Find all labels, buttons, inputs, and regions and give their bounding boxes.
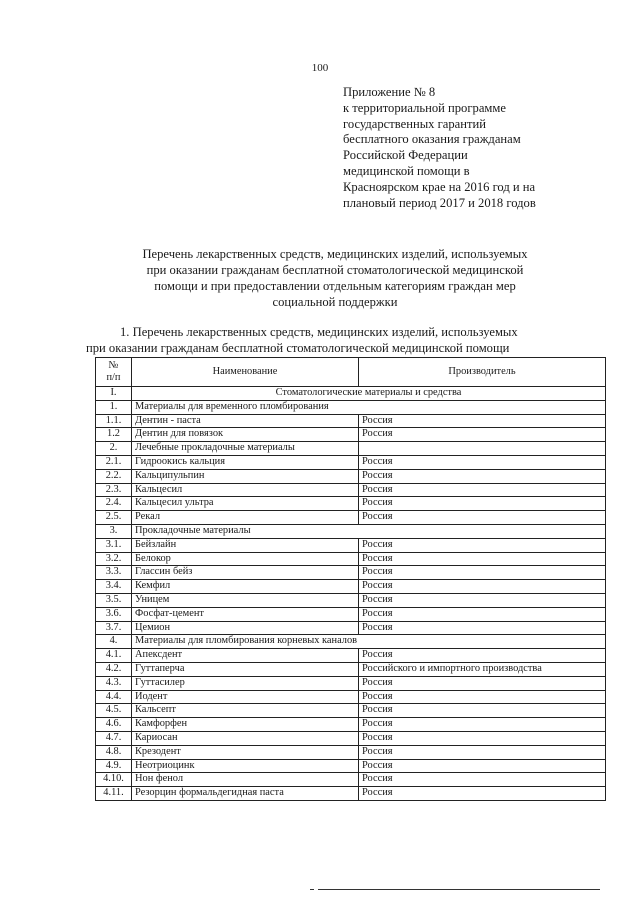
- table-row: [96, 538, 606, 552]
- row-number: 3.1.: [96, 538, 132, 552]
- material-producer: Россия: [359, 538, 606, 552]
- material-producer: Россия: [359, 593, 606, 607]
- header-name: Наименование: [132, 358, 359, 387]
- row-number: 3.: [96, 524, 132, 538]
- material-producer: Россия: [359, 607, 606, 621]
- material-producer: Россия: [359, 552, 606, 566]
- section-row-title: Материалы для пломбирования корневых каналов: [132, 635, 606, 649]
- material-name: Дентин - паста: [132, 414, 359, 428]
- row-number: 4.6.: [96, 718, 132, 732]
- section-row-title: Стоматологические материалы и средства: [132, 387, 606, 401]
- section-row-title: Прокладочные материалы: [132, 524, 606, 538]
- appendix-line: Красноярском крае на 2016 год и на: [343, 179, 536, 194]
- header-num-text: № п/п: [106, 360, 121, 383]
- material-producer: Россия: [359, 621, 606, 635]
- table-row: [96, 566, 606, 580]
- table-row: [96, 607, 606, 621]
- material-producer: Россия: [359, 414, 606, 428]
- material-name: Глассин бейз: [132, 566, 359, 580]
- appendix-line: Российской Федерации: [343, 148, 468, 163]
- row-number: 3.5.: [96, 593, 132, 607]
- table-row: [96, 704, 606, 718]
- material-producer: Россия: [359, 455, 606, 469]
- table-row: [96, 400, 606, 414]
- material-producer: [359, 442, 606, 456]
- material-producer: Россия: [359, 745, 606, 759]
- material-name: Апексдент: [132, 649, 359, 663]
- row-number: 4.2.: [96, 662, 132, 676]
- row-number: 3.4.: [96, 580, 132, 594]
- table-row: [96, 676, 606, 690]
- table-row: [96, 649, 606, 663]
- material-name: Кариосан: [132, 731, 359, 745]
- material-name: Фосфат-цемент: [132, 607, 359, 621]
- row-number: I.: [96, 387, 132, 401]
- material-producer: Россия: [359, 718, 606, 732]
- appendix-line: государственных гарантий: [343, 116, 486, 131]
- table-body: [96, 387, 606, 801]
- material-producer: Россия: [359, 704, 606, 718]
- title-line: социальной поддержки: [272, 295, 398, 309]
- table-row: [96, 635, 606, 649]
- material-name: Лечебные прокладочные материалы: [132, 442, 359, 456]
- material-name: Кальсепт: [132, 704, 359, 718]
- appendix-block: [343, 85, 603, 211]
- material-producer: Россия: [359, 787, 606, 801]
- material-name: Кемфил: [132, 580, 359, 594]
- material-name: Резорцин формальдегидная паста: [132, 787, 359, 801]
- row-number: 4.8.: [96, 745, 132, 759]
- table-row: [96, 497, 606, 511]
- material-name: Неотриоцинк: [132, 759, 359, 773]
- section-heading-line: при оказании гражданам бесплатной стоматологической медицинской помощи: [86, 340, 510, 355]
- table-row: [96, 442, 606, 456]
- material-producer: Россия: [359, 469, 606, 483]
- material-name: Уницем: [132, 593, 359, 607]
- row-number: 2.5.: [96, 511, 132, 525]
- material-name: Нон фенол: [132, 773, 359, 787]
- table-row: [96, 787, 606, 801]
- row-number: 4.7.: [96, 731, 132, 745]
- appendix-line: плановый период 2017 и 2018 годов: [343, 195, 536, 210]
- material-producer: Россия: [359, 649, 606, 663]
- table-row: [96, 511, 606, 525]
- table-row: [96, 469, 606, 483]
- table-row: [96, 593, 606, 607]
- table-row: [96, 387, 606, 401]
- material-name: Кальцесил: [132, 483, 359, 497]
- material-name: Бейзлайн: [132, 538, 359, 552]
- row-number: 4.11.: [96, 787, 132, 801]
- material-producer: Россия: [359, 690, 606, 704]
- row-number: 4.9.: [96, 759, 132, 773]
- material-producer: Россия: [359, 731, 606, 745]
- row-number: 4.1.: [96, 649, 132, 663]
- material-name: Гуттасилер: [132, 676, 359, 690]
- material-name: Камфорфен: [132, 718, 359, 732]
- appendix-line: медицинской помощи в: [343, 163, 470, 178]
- row-number: 3.6.: [96, 607, 132, 621]
- section-row-title: Материалы для временного пломбирования: [132, 400, 606, 414]
- appendix-line: бесплатного оказания гражданам: [343, 132, 521, 147]
- material-producer: Россия: [359, 511, 606, 525]
- material-name: Иодент: [132, 690, 359, 704]
- row-number: 2.4.: [96, 497, 132, 511]
- title-line: при оказании гражданам бесплатной стоматологической медицинской: [146, 263, 524, 277]
- row-number: 1.2: [96, 428, 132, 442]
- materials-table: [95, 357, 606, 801]
- table-row: [96, 662, 606, 676]
- header-num: [96, 358, 132, 387]
- appendix-line: Приложение № 8: [343, 85, 436, 99]
- row-number: 4.10.: [96, 773, 132, 787]
- material-name: Крезодент: [132, 745, 359, 759]
- material-name: Кальцесил ультра: [132, 497, 359, 511]
- material-producer: Россия: [359, 759, 606, 773]
- row-number: 2.1.: [96, 455, 132, 469]
- material-name: Гидроокись кальция: [132, 455, 359, 469]
- row-number: 2.3.: [96, 483, 132, 497]
- row-number: 4.3.: [96, 676, 132, 690]
- table-row: [96, 483, 606, 497]
- material-producer: Россия: [359, 773, 606, 787]
- document-title: [100, 246, 570, 310]
- material-name: Гуттаперча: [132, 662, 359, 676]
- row-number: 3.2.: [96, 552, 132, 566]
- table-row: [96, 524, 606, 538]
- table-row: [96, 718, 606, 732]
- table-row: [96, 455, 606, 469]
- title-line: помощи и при предоставлении отдельным категориям граждан мер: [154, 279, 516, 293]
- material-producer: Российского и импортного производства: [359, 662, 606, 676]
- material-producer: Россия: [359, 428, 606, 442]
- row-number: 2.2.: [96, 469, 132, 483]
- material-producer: Россия: [359, 497, 606, 511]
- row-number: 1.1.: [96, 414, 132, 428]
- material-name: Дентин для повязок: [132, 428, 359, 442]
- table-row: [96, 428, 606, 442]
- section-heading: [86, 325, 576, 356]
- page-number: 100: [311, 62, 329, 74]
- table-row: [96, 552, 606, 566]
- material-producer: Россия: [359, 676, 606, 690]
- appendix-line: к территориальной программе: [343, 100, 506, 115]
- footer-rule: [318, 889, 600, 890]
- row-number: 1.: [96, 400, 132, 414]
- row-number: 2.: [96, 442, 132, 456]
- row-number: 3.3.: [96, 566, 132, 580]
- material-producer: Россия: [359, 483, 606, 497]
- material-producer: Россия: [359, 566, 606, 580]
- table-row: [96, 731, 606, 745]
- material-name: Рекал: [132, 511, 359, 525]
- material-name: Кальципульпин: [132, 469, 359, 483]
- table-row: [96, 773, 606, 787]
- table-row: [96, 745, 606, 759]
- section-heading-line: 1. Перечень лекарственных средств, медицинских изделий, используемых: [120, 325, 518, 339]
- table-row: [96, 414, 606, 428]
- table-row: [96, 580, 606, 594]
- row-number: 4.: [96, 635, 132, 649]
- row-number: 4.4.: [96, 690, 132, 704]
- table-row: [96, 621, 606, 635]
- row-number: 4.5.: [96, 704, 132, 718]
- row-number: 3.7.: [96, 621, 132, 635]
- material-name: Белокор: [132, 552, 359, 566]
- material-name: Цемион: [132, 621, 359, 635]
- table-row: [96, 759, 606, 773]
- table-row: [96, 690, 606, 704]
- material-producer: Россия: [359, 580, 606, 594]
- title-line: Перечень лекарственных средств, медицинских изделий, используемых: [142, 247, 528, 261]
- header-producer: Производитель: [359, 358, 606, 387]
- table-header-row: [96, 358, 606, 387]
